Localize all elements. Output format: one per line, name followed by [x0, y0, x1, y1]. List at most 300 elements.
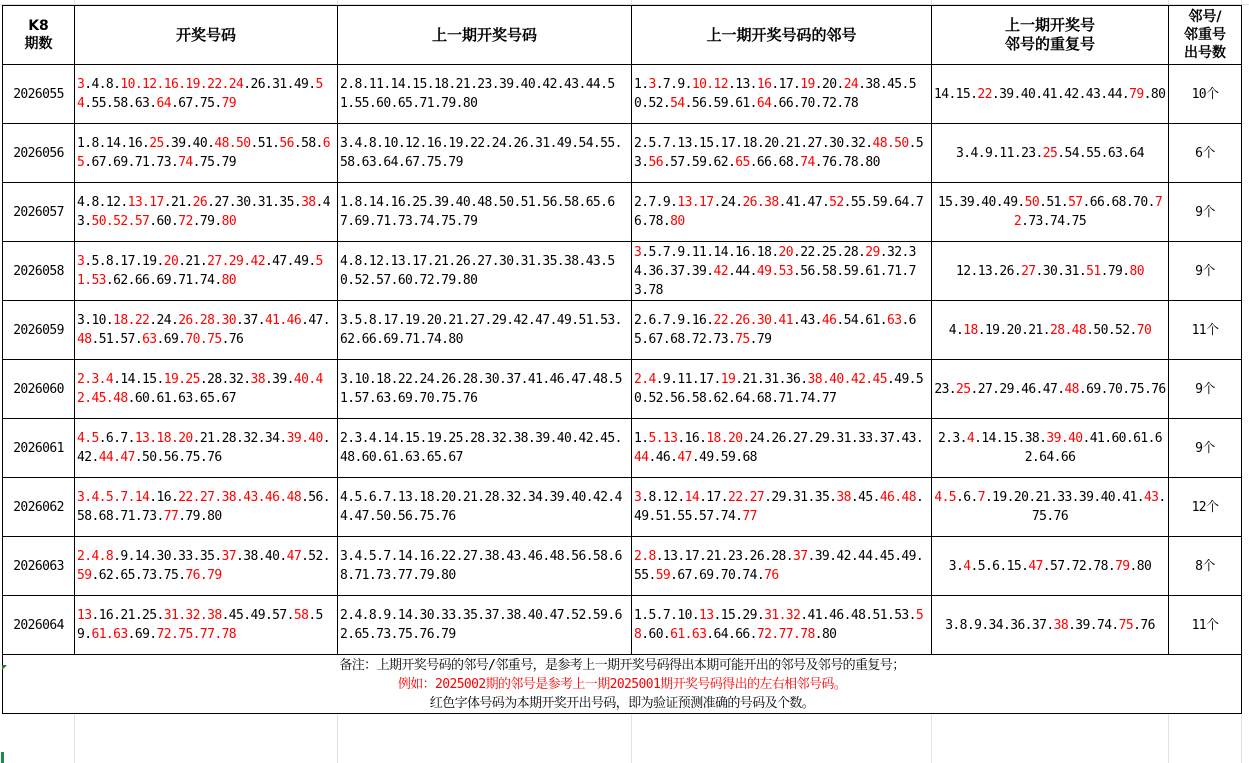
number-text: .26.31.49.: [243, 77, 316, 92]
hit-number: 25: [149, 136, 164, 151]
number-text: .21.: [163, 195, 193, 210]
number-text: .76: [1133, 617, 1155, 633]
hit-number: 5.13: [648, 431, 678, 446]
number-text: .21.31.36.: [735, 372, 808, 387]
hit-count-cell[interactable]: [1169, 419, 1242, 478]
hit-number: 13.17: [127, 195, 164, 210]
hit-number: 47: [1028, 558, 1043, 574]
hit-number: 79: [221, 96, 237, 111]
hit-number: 50.52.57: [91, 214, 150, 229]
number-text: .17.: [699, 490, 728, 505]
k8-results-table: [2, 5, 1242, 714]
hit-number: 80: [670, 214, 685, 229]
header-prev-draw-numbers[interactable]: 上一期开奖号码: [338, 6, 632, 65]
number-text: .43.: [793, 313, 822, 328]
number-text: .39.42.44.45.49.55.: [634, 549, 924, 583]
note-row: [3, 655, 1242, 714]
table-row: [3, 301, 1242, 360]
hit-number: 4.5: [77, 431, 99, 446]
table-row: [3, 537, 1242, 596]
table-row: [3, 124, 1242, 183]
hit-count-cell[interactable]: [1169, 183, 1242, 242]
cell-comment-marker-icon: [2, 665, 7, 670]
hit-count-cell[interactable]: [1169, 65, 1242, 124]
draw-numbers-cell[interactable]: [75, 360, 338, 419]
prev-repeats-cell[interactable]: [932, 537, 1169, 596]
period-number: 2026060: [13, 381, 64, 397]
hit-count: 8个: [1195, 558, 1215, 574]
prev-neighbors-cell[interactable]: [632, 242, 932, 301]
number-text: 4.5.6.7.13.18.20.21.28.32.34.39.40.42.44.47.50.56.75.76: [340, 490, 622, 524]
number-text: .66.70.72.78: [771, 96, 859, 111]
hit-number: 22: [977, 86, 992, 102]
number-text: .49.59.68: [691, 450, 757, 465]
hit-number: 29: [865, 244, 880, 260]
hit-number: 4: [963, 558, 971, 574]
period-cell[interactable]: [3, 124, 75, 183]
number-text: .56.59.61.: [684, 96, 757, 111]
hit-number: 54: [670, 96, 685, 111]
number-text: .52.: [301, 549, 330, 564]
prev-neighbors-cell[interactable]: [632, 596, 932, 655]
table-row: [3, 65, 1242, 124]
hit-number: 77: [163, 509, 179, 524]
number-text: .59.: [77, 608, 323, 642]
hit-number: 2.3.4: [77, 372, 114, 387]
number-text: .30.31.: [1035, 263, 1087, 279]
hit-number: 58: [293, 608, 309, 623]
hit-number: 61.63: [91, 627, 128, 642]
header-period[interactable]: K8 期数: [3, 6, 75, 65]
hit-number: 49.53: [756, 263, 794, 279]
hit-number: 2.4: [634, 372, 656, 387]
number-text: .24.: [149, 313, 179, 328]
hit-number: 16: [756, 77, 772, 92]
number-text: .45.: [850, 490, 880, 505]
number-text: .27.30.31.35.: [207, 195, 302, 210]
number-text: 2.6.7.9.16.: [634, 313, 714, 328]
hit-number: 59: [655, 568, 671, 583]
hit-number: 80: [221, 214, 237, 229]
hit-number: 38: [836, 490, 851, 505]
number-text: .51.: [250, 136, 280, 151]
hit-number: 27.29.42: [207, 254, 265, 269]
number-text: .42.: [77, 431, 330, 465]
number-text: .24.: [713, 195, 743, 210]
number-text: 4.8.12.13.17.21.26.27.30.31.35.38.43.50.52.57.60.72.79.80: [340, 254, 615, 288]
number-text: .64.66.: [706, 627, 757, 642]
note-cell[interactable]: [3, 655, 1242, 714]
number-text: .57.59.62.: [662, 155, 736, 170]
number-text: .41.47.: [778, 195, 830, 210]
hit-number: 3: [77, 77, 85, 92]
number-text: .5.7.9.11.14.16.18.: [641, 244, 779, 260]
hit-number: 46: [821, 313, 837, 328]
number-text: .55.59.64.76.78.: [634, 195, 924, 229]
hit-count: 10个: [1191, 86, 1219, 102]
hit-number: 39.40: [286, 431, 323, 446]
number-text: 3.4.9.11.23.: [956, 145, 1043, 161]
number-text: .13.: [727, 77, 757, 92]
draw-numbers-cell[interactable]: [75, 124, 338, 183]
number-text: .54.55.63.64: [1057, 145, 1144, 161]
hit-number: 10.12: [691, 77, 728, 92]
prev-draw-numbers-cell[interactable]: [338, 65, 632, 124]
draw-numbers-cell[interactable]: [75, 537, 338, 596]
hit-number: 18.20: [706, 431, 743, 446]
number-text: .38.45.50.52.: [634, 77, 916, 111]
number-text: .5.6.15.: [970, 558, 1029, 574]
number-text: .16.: [149, 490, 179, 505]
number-text: 4.: [948, 322, 964, 338]
number-text: .54.61.: [836, 313, 887, 328]
number-text: 3.5.8.17.19.20.21.27.29.42.47.49.51.53.62.66.69.71.74.80: [340, 313, 622, 347]
prev-draw-numbers-cell[interactable]: [338, 419, 632, 478]
number-text: .50.56.75.76: [134, 450, 222, 465]
prev-neighbors-cell[interactable]: [632, 419, 932, 478]
number-text: .27.29.46.47.: [970, 381, 1065, 397]
hit-count-cell[interactable]: [1169, 301, 1242, 360]
hit-number: 48.50: [872, 136, 909, 151]
hit-number: 59: [77, 568, 92, 583]
period-cell[interactable]: [3, 419, 75, 478]
number-text: .80: [1143, 86, 1166, 102]
hit-number: 22.27: [728, 490, 765, 505]
hit-number: 80: [1129, 263, 1144, 279]
prev-neighbors-cell[interactable]: [632, 301, 932, 360]
number-text: .6.: [956, 490, 978, 505]
hit-number: 20: [163, 254, 179, 269]
hit-count-cell[interactable]: [1169, 124, 1242, 183]
number-text: 12.13.26.: [956, 263, 1022, 279]
prev-neighbors-cell[interactable]: [632, 478, 932, 537]
hit-number: 56: [279, 136, 294, 151]
header-prev-repeats[interactable]: 上一期开奖号 邻号的重复号: [932, 6, 1169, 65]
number-text: .8.12.: [641, 490, 685, 505]
prev-repeats-cell[interactable]: [932, 360, 1169, 419]
number-text: .80: [814, 627, 837, 642]
hit-number: 64: [156, 96, 171, 111]
hit-number: 38.40.42.45: [807, 372, 887, 387]
prev-neighbors-cell[interactable]: [632, 360, 932, 419]
number-text: .67.75.: [170, 96, 222, 111]
number-text: 1.5.7.10.: [634, 608, 700, 623]
hit-number: 2.8: [634, 549, 656, 564]
note-line-1: 备注：上期开奖号码的邻号/邻重号，是参考上一期开奖号码得出本期可能开出的邻号及邻号的重复号；: [339, 657, 905, 673]
hit-number: 31.32.38: [163, 608, 222, 623]
period-cell[interactable]: [3, 596, 75, 655]
draw-numbers-cell[interactable]: [75, 183, 338, 242]
period-number: 2026061: [13, 440, 64, 456]
hit-number: 42: [713, 263, 728, 279]
hit-number: 25: [956, 381, 971, 397]
hit-number: 76: [764, 568, 779, 583]
draw-numbers-cell[interactable]: [75, 242, 338, 301]
hit-number: 31.32: [764, 608, 801, 623]
number-text: .39.40.41.42.43.44.: [991, 86, 1130, 102]
number-text: .75.79: [192, 155, 237, 170]
number-text: .56.58.68.71.73.: [77, 490, 330, 524]
hit-number: 25: [1042, 145, 1058, 161]
hit-number: 18: [963, 322, 978, 338]
prev-neighbors-cell[interactable]: [632, 537, 932, 596]
hit-number: 50: [1024, 195, 1040, 210]
table-row: [3, 478, 1242, 537]
hit-number: 70.75: [185, 332, 222, 347]
prev-draw-numbers-cell[interactable]: [338, 537, 632, 596]
number-text: .44.: [727, 263, 757, 279]
prev-draw-numbers-cell[interactable]: [338, 124, 632, 183]
number-text: .60.61.63.65.67: [127, 391, 236, 406]
period-cell[interactable]: [3, 537, 75, 596]
hit-number: 3.4.5.7.14: [77, 490, 150, 505]
number-text: .19.20.21.: [977, 322, 1050, 338]
number-text: .9.11.17.: [655, 372, 721, 387]
hit-number: 3: [77, 254, 85, 269]
number-text: .16.: [677, 431, 707, 446]
prev-repeats-cell[interactable]: [932, 301, 1169, 360]
prev-draw-numbers-cell[interactable]: [338, 360, 632, 419]
number-text: .32.34.36.37.39.: [634, 244, 916, 279]
header-prev-neighbors[interactable]: 上一期开奖号码的邻号: [632, 6, 932, 65]
number-text: .79.: [1100, 263, 1130, 279]
period-cell[interactable]: [3, 65, 75, 124]
hit-number: 40.42.45.48: [77, 372, 323, 406]
number-text: .58.: [293, 136, 323, 151]
header-draw-numbers[interactable]: 开奖号码: [75, 6, 338, 65]
hit-number: 38: [250, 372, 265, 387]
hit-number: 19.25: [163, 372, 200, 387]
number-text: 3.8.9.34.36.37.: [945, 617, 1054, 633]
hit-number: 41.46: [264, 313, 302, 328]
number-text: .69.: [127, 627, 157, 642]
number-text: .17.: [771, 77, 801, 92]
number-text: .9.14.30.33.35.: [113, 549, 222, 564]
table-row: [3, 242, 1242, 301]
prev-repeats-cell[interactable]: [932, 419, 1169, 478]
hit-number: 19: [720, 372, 736, 387]
number-text: .41.46.48.51.53.: [800, 608, 916, 623]
prev-repeats-cell[interactable]: [932, 478, 1169, 537]
number-text: .14.15.: [113, 372, 164, 387]
hit-count: 6个: [1195, 145, 1215, 161]
prev-draw-numbers-cell[interactable]: [338, 183, 632, 242]
number-text: .39.: [264, 372, 294, 387]
hit-number: 43: [1143, 490, 1159, 505]
prev-repeats-cell[interactable]: [932, 596, 1169, 655]
hit-number: 56: [648, 155, 663, 170]
prev-draw-numbers-cell[interactable]: [338, 242, 632, 301]
hit-count-cell[interactable]: [1169, 360, 1242, 419]
number-text: .51.57.: [91, 332, 143, 347]
row-selection-indicator: [1, 752, 4, 763]
period-cell[interactable]: [3, 360, 75, 419]
number-text: .55.58.63.: [84, 96, 157, 111]
prev-repeats-cell[interactable]: [932, 242, 1169, 301]
hit-number: 38: [301, 195, 316, 210]
hit-number: 24: [843, 77, 859, 92]
draw-numbers-cell[interactable]: [75, 301, 338, 360]
header-hit-count[interactable]: 邻号/ 邻重号 出号数: [1169, 6, 1242, 65]
hit-number: 10.12.16.19.22.24: [120, 77, 244, 92]
table-row: [3, 360, 1242, 419]
prev-neighbors-cell[interactable]: [632, 183, 932, 242]
draw-numbers-cell[interactable]: [75, 65, 338, 124]
hit-count: 11个: [1191, 617, 1219, 633]
note-line-3: 红色字体号码为本期开奖开出号码，即为验证预测准确的号码及个数。: [429, 695, 815, 711]
hit-number: 37: [793, 549, 808, 564]
number-text: 3.10.: [77, 313, 114, 328]
number-text: .14.15.38.: [974, 431, 1047, 446]
number-text: .13.17.21.23.26.28.: [655, 549, 793, 564]
number-text: .7.9.: [655, 77, 692, 92]
hit-number: 72.77.78: [756, 627, 815, 642]
hit-number: 3: [634, 490, 642, 505]
prev-draw-numbers-cell[interactable]: [338, 478, 632, 537]
period-number: 2026062: [13, 499, 64, 515]
hit-number: 18.22: [113, 313, 150, 328]
hit-number: 28.48: [1050, 322, 1087, 338]
hit-number: 44.47: [98, 450, 135, 465]
number-text: .39.40.: [163, 136, 215, 151]
number-text: .43.: [77, 195, 331, 229]
number-text: .21.28.32.34.: [192, 431, 287, 446]
prev-neighbors-cell[interactable]: [632, 124, 932, 183]
number-text: 2.7.9.: [634, 195, 678, 210]
hit-number: 74: [178, 155, 193, 170]
hit-number: 57: [1068, 195, 1083, 210]
number-text: .16.21.25.: [91, 608, 164, 623]
number-text: .46.: [648, 450, 678, 465]
hit-number: 70: [1136, 322, 1152, 338]
hit-count-cell[interactable]: [1169, 242, 1242, 301]
number-text: .45.49.57.: [221, 608, 294, 623]
hit-number: 75: [735, 332, 750, 347]
period-cell[interactable]: [3, 301, 75, 360]
period-number: 2026057: [13, 204, 64, 220]
prev-neighbors-cell[interactable]: [632, 65, 932, 124]
number-text: .69.: [156, 332, 186, 347]
number-text: .4.8.: [84, 77, 121, 92]
hit-number: 65: [735, 155, 750, 170]
hit-number: 54: [77, 77, 323, 111]
number-text: .56.58.59.61.71.73.78: [634, 263, 916, 298]
hit-count: 9个: [1195, 381, 1215, 397]
prev-draw-numbers-cell[interactable]: [338, 301, 632, 360]
draw-numbers-cell[interactable]: [75, 478, 338, 537]
hit-number: 19: [800, 77, 815, 92]
hit-count: 12个: [1191, 499, 1219, 515]
number-text: .79.80: [178, 509, 222, 524]
number-text: .28.32.: [199, 372, 251, 387]
number-text: 15.39.40.49.: [937, 195, 1025, 210]
hit-number: 51: [1086, 263, 1101, 279]
hit-number: 72: [1013, 195, 1163, 229]
prev-repeats-cell[interactable]: [932, 124, 1169, 183]
table-row: [3, 596, 1242, 655]
hit-number: 3: [634, 244, 642, 260]
period-number: 2026059: [13, 322, 64, 338]
period-number: 2026055: [13, 86, 64, 102]
number-text: 2.3.4.14.15.19.25.28.32.38.39.40.42.45.48.60.61.63.65.67: [340, 431, 622, 465]
hit-number: 2.4.8: [77, 549, 114, 564]
period-cell[interactable]: [3, 478, 75, 537]
prev-repeats-cell[interactable]: [932, 65, 1169, 124]
number-text: .76: [221, 332, 244, 347]
hit-number: 51.53: [77, 254, 323, 288]
number-text: .47.49.: [264, 254, 316, 269]
number-text: .47.: [301, 313, 331, 328]
number-text: .80: [1129, 558, 1152, 574]
number-text: .29.31.35.: [764, 490, 837, 505]
hit-count-cell[interactable]: [1169, 596, 1242, 655]
prev-draw-numbers-cell[interactable]: [338, 596, 632, 655]
number-text: .22.25.28.: [793, 244, 866, 260]
hit-number: 80: [221, 273, 237, 288]
number-text: .6.7.: [98, 431, 135, 446]
period-number: 2026063: [13, 558, 64, 574]
number-text: .49.50.52.56.58.62.64.68.71.74.77: [634, 372, 924, 406]
number-text: 2.8.11.14.15.18.21.23.39.40.42.43.44.51.55.60.65.71.79.80: [340, 77, 615, 111]
number-text: 3.4.8.10.12.16.19.22.24.26.31.49.54.55.58.63.64.67.75.79: [340, 136, 622, 170]
hit-number: 4: [966, 431, 975, 446]
number-text: .50.52.: [1086, 322, 1137, 338]
number-text: .15.29.: [713, 608, 765, 623]
hit-number: 7: [977, 490, 985, 505]
hit-number: 26: [192, 195, 208, 210]
number-text: 1.8.14.16.25.39.40.48.50.51.56.58.65.67.69.71.73.74.75.79: [340, 195, 615, 229]
number-text: .57.72.78.: [1042, 558, 1116, 574]
hit-number: 27: [1021, 263, 1036, 279]
number-text: .53.: [634, 136, 924, 170]
period-number: 2026056: [13, 145, 64, 161]
hit-number: 4.5: [934, 490, 957, 505]
number-text: .67.69.71.73.: [84, 155, 179, 170]
number-text: .66.68.: [749, 155, 801, 170]
number-text: 4.8.12.: [77, 195, 128, 210]
period-cell[interactable]: [3, 183, 75, 242]
hit-count: 9个: [1195, 440, 1215, 456]
prev-repeats-cell[interactable]: [932, 183, 1169, 242]
hit-number: 22.27.38.43.46.48: [178, 490, 302, 505]
number-text: 3.: [948, 558, 964, 574]
period-cell[interactable]: [3, 242, 75, 301]
hit-count-cell[interactable]: [1169, 478, 1242, 537]
period-number: 2026064: [13, 617, 64, 633]
hit-number: 63: [886, 313, 902, 328]
hit-number: 79: [1129, 86, 1144, 102]
number-text: 3.4.5.7.14.16.22.27.38.43.46.48.56.58.68.71.73.77.79.80: [340, 549, 622, 583]
hit-count-cell[interactable]: [1169, 537, 1242, 596]
number-text: .62.65.73.75.: [91, 568, 186, 583]
hit-number: 37: [221, 549, 237, 564]
hit-number: 20: [778, 244, 794, 260]
table-row: [3, 183, 1242, 242]
number-text: .37.: [236, 313, 265, 328]
hit-count: 9个: [1195, 204, 1215, 220]
draw-numbers-cell[interactable]: [75, 596, 338, 655]
number-text: .73.74.75: [1021, 214, 1087, 229]
number-text: .19.20.21.33.39.40.41.: [984, 490, 1144, 505]
hit-number: 52: [829, 195, 844, 210]
note-line-2-example: 例如：2025002期的邻号是参考上一期2025001期开奖号码得出的左右相邻号码。: [397, 676, 847, 692]
hit-number: 3: [648, 77, 656, 92]
draw-numbers-cell[interactable]: [75, 419, 338, 478]
hit-number: 47: [677, 450, 692, 465]
number-text: .69.70.75.76: [1078, 381, 1166, 397]
hit-count: 11个: [1191, 322, 1219, 338]
number-text: 23.: [934, 381, 957, 397]
